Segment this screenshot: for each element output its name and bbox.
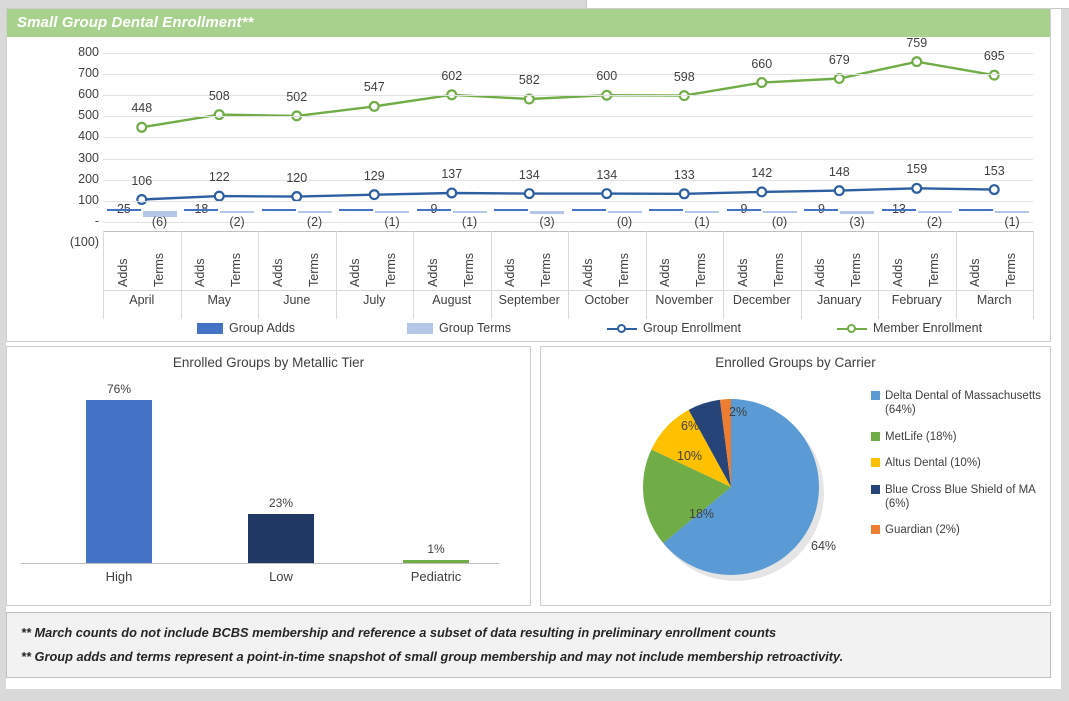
- data-label: (6): [151, 215, 168, 229]
- gridline: [103, 116, 1033, 117]
- group-adds-bar: [804, 209, 838, 211]
- sub-category-label: Terms: [229, 252, 244, 287]
- month-label: September: [498, 293, 560, 307]
- axis-tick: [103, 231, 104, 319]
- carrier-pie-chart: [540, 346, 1051, 606]
- pie-legend-item: [871, 430, 1046, 444]
- data-label: (2): [926, 215, 943, 229]
- pie-slice-label: 18%: [689, 507, 715, 521]
- data-label: 129: [363, 168, 385, 183]
- legend-item: [607, 321, 741, 335]
- series-marker: [137, 195, 146, 204]
- sub-category-label: Terms: [1004, 252, 1019, 287]
- data-label: 508: [208, 88, 230, 103]
- gridline: [103, 74, 1033, 75]
- sub-category-label: Adds: [658, 258, 673, 287]
- sub-category-label: Terms: [849, 252, 864, 287]
- combo-chart-category-axis: [103, 231, 1033, 321]
- data-label: 582: [518, 73, 540, 88]
- footnotes: [6, 612, 1051, 678]
- tier-category-label: Pediatric: [410, 569, 462, 584]
- legend-swatch: [407, 323, 433, 334]
- sub-category-label: Adds: [968, 258, 983, 287]
- metallic-tier-axis-line: [21, 563, 499, 564]
- carrier-chart-title: Enrolled Groups by Carrier: [715, 355, 876, 370]
- pie-legend-item: [871, 456, 1046, 470]
- pie-legend: [871, 389, 1046, 550]
- legend-label: Guardian (2%): [885, 524, 960, 537]
- sub-category-label: Terms: [151, 252, 166, 287]
- sub-category-label: Adds: [425, 258, 440, 287]
- data-label: 660: [751, 56, 773, 71]
- legend-label: MetLife (18%): [885, 430, 957, 443]
- group-terms-bar: [220, 211, 254, 213]
- pie-slice-label: 6%: [681, 419, 700, 433]
- data-label: 547: [363, 80, 385, 95]
- month-label: June: [283, 293, 311, 307]
- group-adds-bar: [882, 209, 916, 211]
- sub-category-label: Adds: [503, 258, 518, 287]
- y-tick-label: 300: [78, 150, 99, 165]
- group-terms-bar: [608, 211, 642, 213]
- legend-line: [607, 323, 637, 335]
- gridline: [103, 95, 1033, 96]
- combo-chart-plot-area: [103, 35, 1033, 225]
- metallic-tier-plot-area: [31, 383, 511, 563]
- tier-category-label: High: [105, 569, 133, 584]
- gridline: [103, 53, 1033, 54]
- group-adds-bar: [262, 209, 296, 211]
- legend-label: Group Terms: [439, 321, 512, 335]
- gridline: [103, 137, 1033, 138]
- group-terms-bar: [918, 211, 952, 213]
- pie-slice-label: 2%: [729, 405, 748, 419]
- data-label: (2): [229, 215, 245, 229]
- series-marker: [835, 186, 844, 195]
- data-label: (2): [306, 215, 323, 229]
- legend-label: Blue Cross Blue Shield of MA (6%): [885, 483, 1036, 510]
- data-label: (1): [694, 215, 710, 229]
- legend-swatch: [871, 525, 880, 534]
- group-adds-bar: [184, 209, 218, 211]
- bar-data-label: 76%: [106, 381, 132, 396]
- tier-category-label: Low: [269, 569, 293, 584]
- month-label: July: [363, 293, 386, 307]
- data-label: (0): [771, 215, 788, 229]
- data-label: (0): [616, 215, 633, 229]
- group-adds-bar: [417, 209, 451, 211]
- group-terms-bar: [763, 211, 797, 213]
- data-label: 133: [673, 167, 695, 182]
- legend-label: Member Enrollment: [873, 321, 983, 335]
- series-marker: [370, 190, 379, 199]
- y-tick-label: 500: [78, 108, 99, 123]
- data-label: 448: [131, 101, 153, 116]
- sub-category-label: Adds: [115, 258, 130, 287]
- month-label: October: [584, 293, 629, 307]
- month-label: January: [817, 293, 862, 307]
- series-marker: [990, 71, 999, 80]
- series-line: [142, 188, 995, 199]
- legend-item: [197, 321, 295, 335]
- data-label: 134: [596, 167, 618, 182]
- y-tick-label: 700: [78, 66, 99, 81]
- data-label: 600: [596, 69, 618, 84]
- sub-category-label: Terms: [539, 252, 554, 287]
- legend-swatch: [871, 458, 880, 467]
- month-label: February: [891, 293, 942, 307]
- group-terms-bar: [685, 211, 719, 213]
- group-terms-bar: [530, 211, 564, 214]
- sub-category-label: Adds: [193, 258, 208, 287]
- series-marker: [835, 74, 844, 83]
- legend-item: [837, 321, 982, 335]
- legend-label: Delta Dental of Massachusetts (64%): [885, 390, 1041, 417]
- window-bottom-edge: [0, 689, 1069, 701]
- sub-category-label: Terms: [306, 252, 321, 287]
- sub-category-label: Adds: [270, 258, 285, 287]
- group-adds-bar: [107, 209, 141, 211]
- series-marker: [602, 189, 611, 198]
- data-label: (3): [539, 215, 555, 229]
- window-right-edge: [1061, 0, 1069, 701]
- y-tick-label: -: [94, 213, 99, 228]
- month-label: August: [432, 293, 472, 307]
- series-marker: [525, 189, 534, 198]
- sub-category-label: Terms: [926, 252, 941, 287]
- data-label: 120: [286, 170, 308, 185]
- y-tick-label: 800: [78, 45, 99, 59]
- bar-data-label: 1%: [427, 542, 445, 556]
- chart-title-bar: [7, 9, 1050, 37]
- pie-legend-item: [871, 389, 1046, 418]
- pie-slice-label: 10%: [677, 449, 703, 463]
- gridline: [103, 159, 1033, 160]
- y-tick-label: 600: [78, 87, 99, 102]
- group-terms-bar: [453, 211, 487, 213]
- combo-chart-series: [103, 53, 1033, 225]
- data-label: 602: [441, 68, 463, 83]
- y-tick-label: 100: [78, 192, 99, 207]
- series-marker: [370, 102, 379, 111]
- sub-category-label: Terms: [616, 252, 631, 287]
- legend-line: [837, 323, 867, 335]
- series-marker: [912, 57, 921, 66]
- month-label: March: [976, 293, 1012, 307]
- sub-category-label: Adds: [348, 258, 363, 287]
- tier-bar: [86, 400, 152, 563]
- data-label: 148: [828, 164, 850, 179]
- data-label: 759: [906, 35, 928, 50]
- group-adds-bar: [339, 209, 373, 211]
- data-label: 695: [983, 49, 1005, 64]
- series-marker: [912, 184, 921, 193]
- data-label: 502: [286, 89, 308, 104]
- group-terms-bar: [298, 211, 332, 213]
- gridline: [103, 180, 1033, 181]
- data-label: 142: [751, 165, 773, 180]
- series-marker: [215, 110, 224, 119]
- pie-legend-item: [871, 483, 1046, 512]
- legend-swatch: [197, 323, 223, 334]
- sub-category-label: Terms: [771, 252, 786, 287]
- metallic-tier-chart: [6, 346, 531, 606]
- data-label: (1): [384, 215, 400, 229]
- bar-data-label: 23%: [268, 495, 294, 510]
- sub-category-label: Adds: [735, 258, 750, 287]
- series-marker: [757, 78, 766, 87]
- group-adds-bar: [494, 209, 528, 211]
- data-label: 679: [828, 52, 850, 67]
- series-marker: [990, 185, 999, 194]
- y-tick-label: 200: [78, 171, 99, 186]
- combo-chart-legend: [7, 321, 1050, 341]
- data-label: (1): [1004, 215, 1020, 229]
- month-label: November: [655, 293, 714, 307]
- group-terms-bar: [840, 211, 874, 214]
- legend-swatch: [871, 432, 880, 441]
- metallic-tier-chart-title: Enrolled Groups by Metallic Tier: [172, 355, 365, 370]
- legend-swatch: [871, 391, 880, 400]
- legend-item: [407, 321, 511, 335]
- sub-category-label: Adds: [580, 258, 595, 287]
- pie-slice-label: 64%: [811, 539, 837, 553]
- enrollment-combo-chart: [6, 8, 1051, 342]
- series-marker: [137, 123, 146, 132]
- data-label: 137: [441, 166, 463, 181]
- sub-category-label: Terms: [694, 252, 709, 287]
- tier-bar: [248, 514, 314, 563]
- series-marker: [292, 192, 301, 201]
- series-marker: [447, 189, 456, 198]
- month-label: April: [129, 293, 155, 307]
- data-label: (1): [461, 215, 478, 229]
- data-label: 106: [131, 173, 153, 188]
- footnote-line-1: ** March counts do not include BCBS membership and reference a subset of data resulting in preliminary enrollment counts: [21, 625, 777, 640]
- sub-category-label: Adds: [890, 258, 905, 287]
- data-label: 153: [983, 163, 1005, 178]
- data-label: 159: [906, 162, 928, 177]
- y-tick-label: (100): [69, 235, 99, 249]
- legend-label: Altus Dental (10%): [885, 457, 981, 470]
- month-label: December: [732, 293, 791, 307]
- legend-label: Group Adds: [229, 321, 296, 335]
- legend-label: Group Enrollment: [643, 321, 741, 335]
- group-adds-bar: [572, 209, 606, 211]
- pie-area: [611, 387, 851, 587]
- sub-category-label: Terms: [384, 252, 399, 287]
- sub-category-label: Adds: [813, 258, 828, 287]
- group-adds-bar: [727, 209, 761, 211]
- sub-category-label: Terms: [461, 252, 476, 287]
- group-adds-bar: [649, 209, 683, 211]
- page-title: Small Group Dental Enrollment**: [17, 14, 254, 31]
- data-label: 134: [518, 167, 540, 182]
- combo-chart-y-axis: [47, 45, 99, 249]
- y-tick-label: 400: [78, 129, 99, 144]
- series-marker: [680, 189, 689, 198]
- series-marker: [215, 192, 224, 201]
- legend-swatch: [871, 485, 880, 494]
- month-label: May: [207, 293, 232, 307]
- data-label: 598: [673, 69, 695, 84]
- footnote-line-2: ** Group adds and terms represent a point-in-time snapshot of small group membership and may not include membership retroactivity.: [21, 649, 844, 664]
- data-label: (3): [849, 215, 865, 229]
- pie-legend-item: [871, 523, 1046, 537]
- group-terms-bar: [995, 211, 1029, 213]
- data-label: 122: [208, 170, 230, 185]
- group-adds-bar: [959, 209, 993, 211]
- group-terms-bar: [375, 211, 409, 213]
- series-marker: [757, 188, 766, 197]
